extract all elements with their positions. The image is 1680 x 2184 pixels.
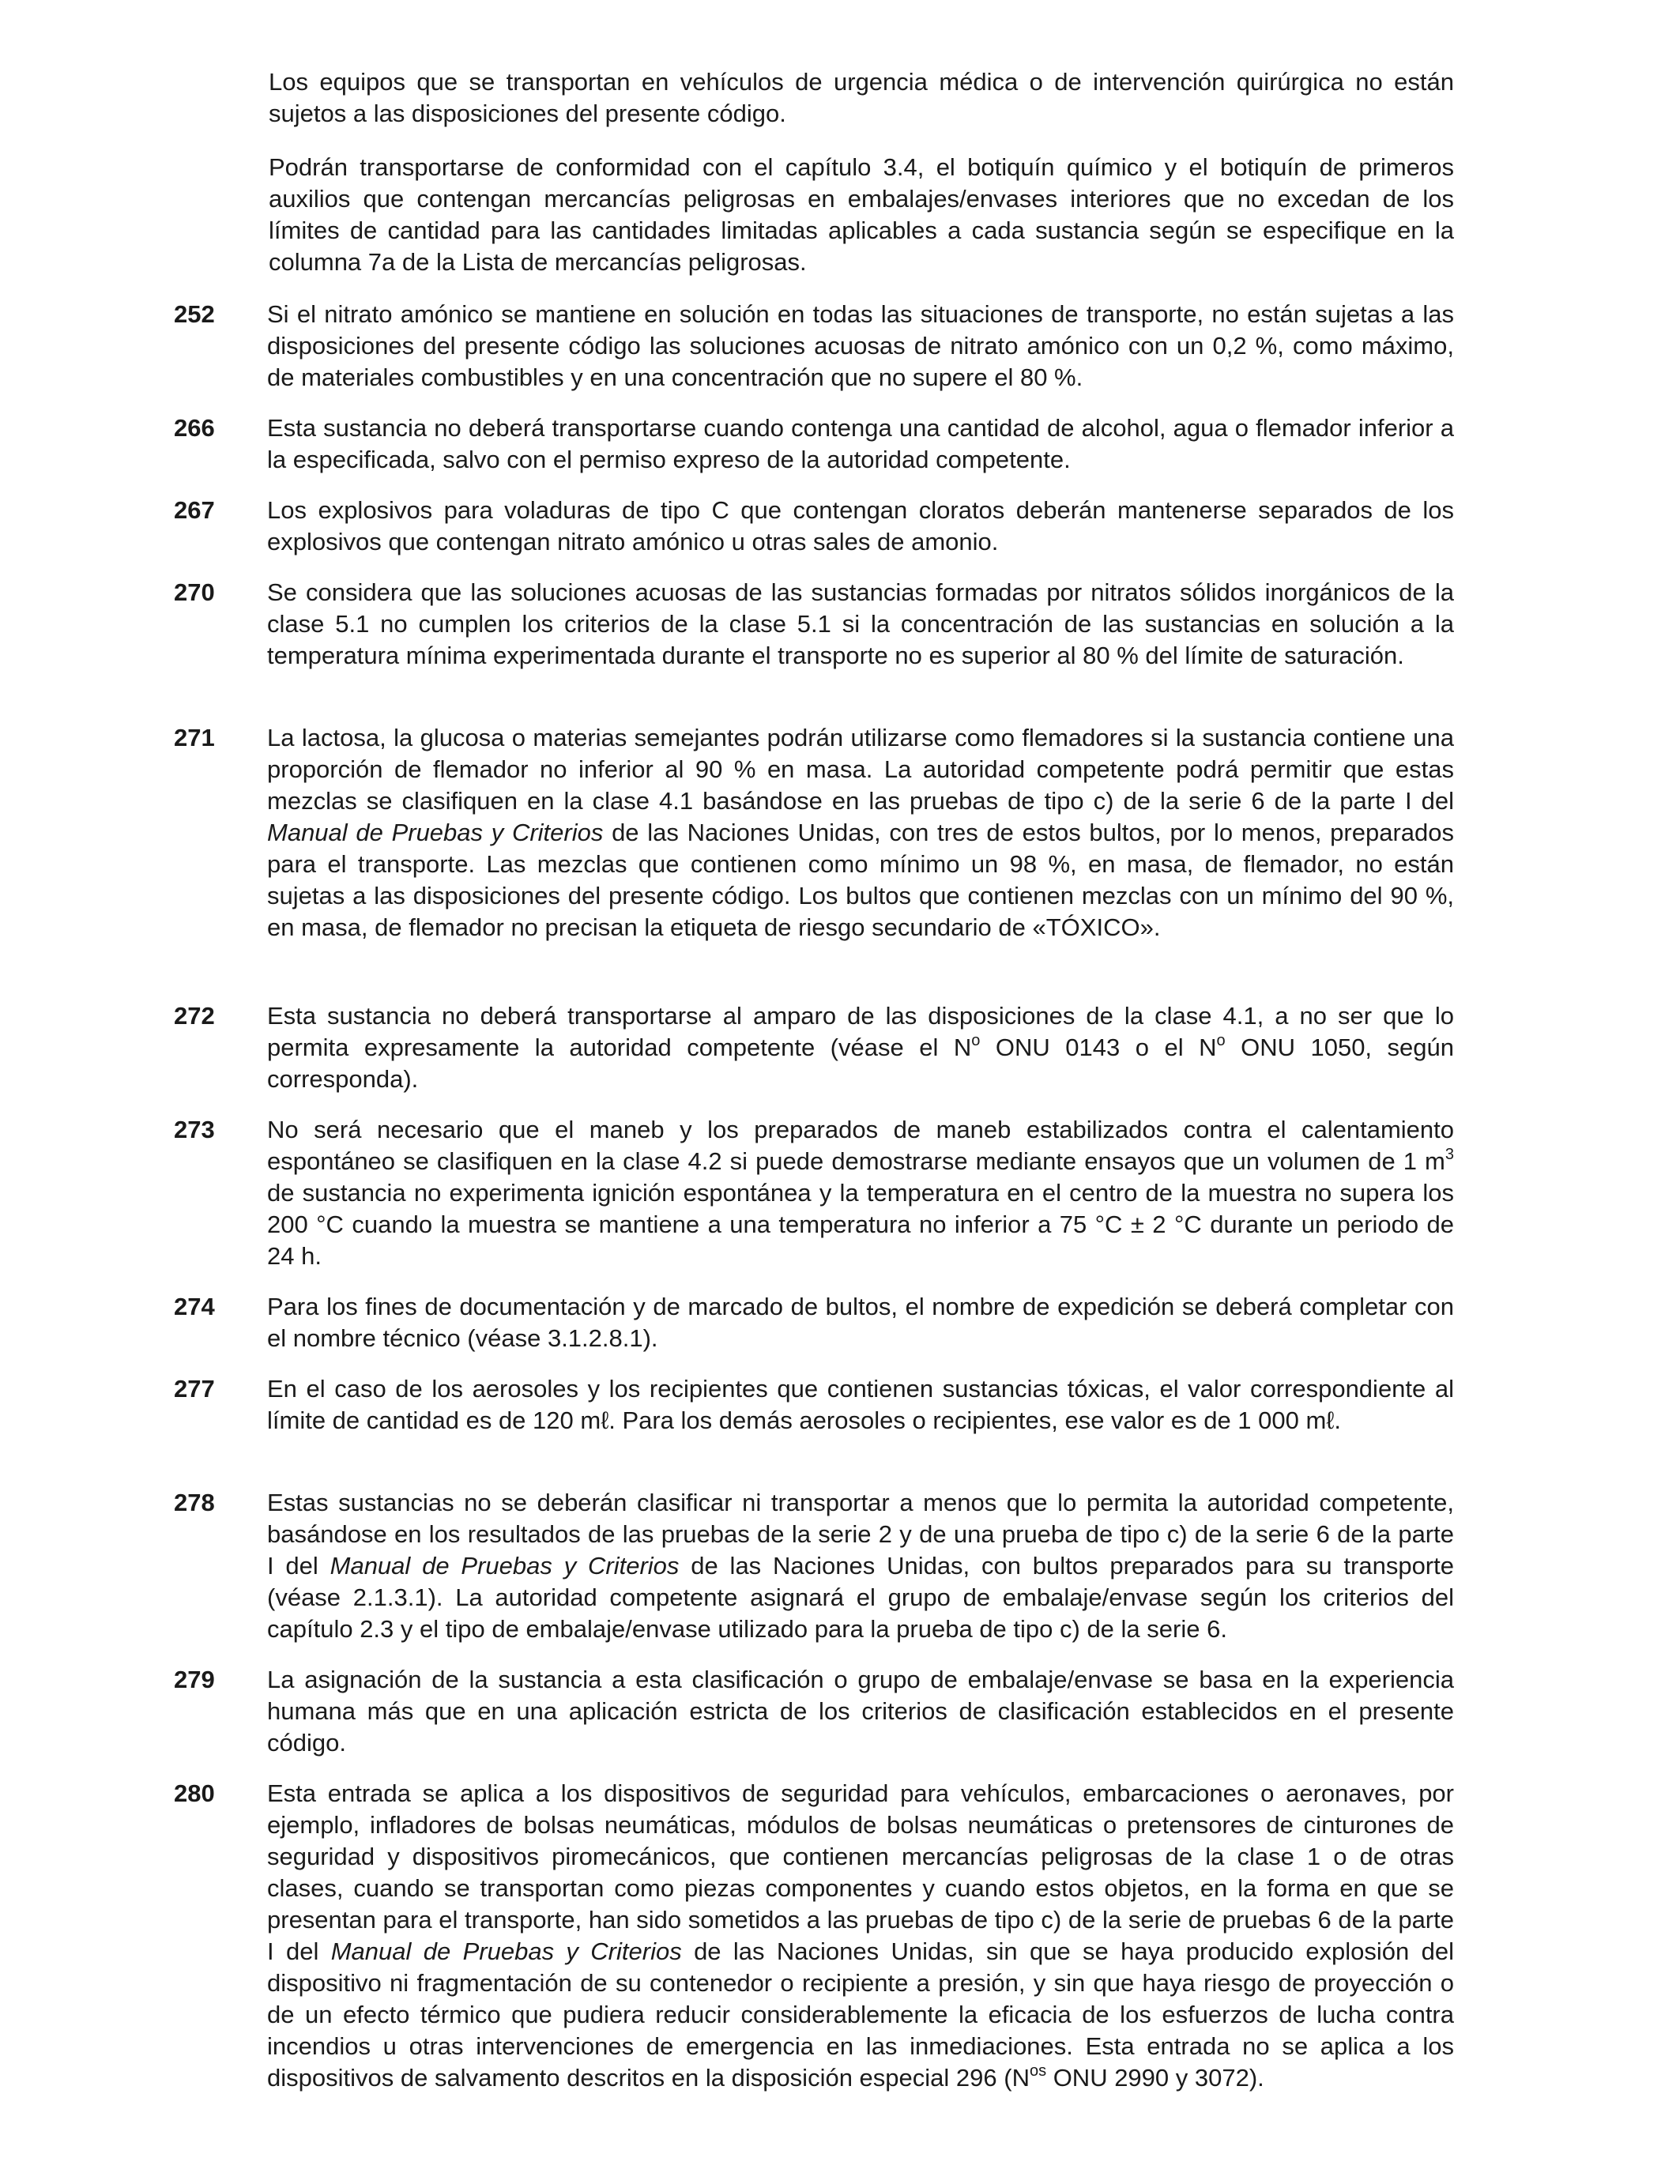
text-segment: Esta sustancia no deberá transportarse al amparo de las disposiciones de la clase 4.1, a no ser que lo permita expresamente la autoridad competente (véase el N	[267, 1002, 1454, 1061]
text-segment: de las Naciones Unidas, con tres de estos bultos, por lo menos, preparados para el transporte. Las mezclas que contienen como mínimo un 98 %, en masa, de flemador, no están sujetas a las disposiciones del presente código. Los bultos que contienen mezclas con un mínimo del 90 %, en masa, de flemador no precisan la etiqueta de riesgo secundario de «TÓXICO».	[267, 819, 1454, 941]
intro-paragraph-1: Los equipos que se transportan en vehículos de urgencia médica o de intervención quirúrgica no están sujetos a las disposiciones del presente código.	[269, 68, 1454, 127]
provision-text	[267, 1114, 1454, 1272]
text-segment: ONU 0143 o el N	[980, 1034, 1217, 1061]
text-segment: Estas sustancias no se deberán clasificar ni transportar a menos que lo permita la autoridad competente, basándose en los resultados de las pruebas de la serie 2 y de una prueba de tipo c) de la serie 6 de la parte I del	[267, 1489, 1454, 1580]
provision-text: Si el nitrato amónico se mantiene en solución en todas las situaciones de transporte, no están sujetas a las disposiciones del presente código las soluciones acuosas de nitrato amónico con un 0,2 %, como máximo, de materiales combustibles y en una concentración que no supere el 80 %.	[267, 300, 1454, 391]
text-segment: ONU 1050, según corresponda).	[267, 1034, 1455, 1093]
provision-text: Se considera que las soluciones acuosas de las sustancias formadas por nitratos sólidos inorgánicos de la clase 5.1 no cumplen los criterios de la clase 5.1 si la concentración de las sustancias en solución a la temperatura mínima experimentada durante el transporte no es superior al 80 % del límite de saturación.	[267, 578, 1454, 669]
superscript: o	[1216, 1031, 1226, 1049]
text-segment: ONU 2990 y 3072).	[1046, 2064, 1264, 2092]
provision-number: 270	[174, 578, 215, 606]
provision-text	[267, 1778, 1454, 2094]
provision-text: En el caso de los aerosoles y los recipientes que contienen sustancias tóxicas, el valor correspondiente al límite de cantidad es de 120 mℓ. Para los demás aerosoles o recipientes, ese valor es de 1 000 mℓ.	[267, 1375, 1454, 1434]
text-segment: de las Naciones Unidas, con bultos preparados para su transporte (véase 2.1.3.1). La autoridad competente asignará el grupo de embalaje/envase según los criterios del capítulo 2.3 y el tipo de embalaje/envase utilizado para la prueba de tipo c) de la serie 6.	[267, 1552, 1454, 1643]
provision-number: 273	[174, 1116, 215, 1143]
manual-title: Manual de Pruebas y Criterios	[267, 819, 604, 846]
provision-number: 274	[174, 1293, 215, 1320]
provision-number: 252	[174, 300, 215, 328]
provision-number: 266	[174, 414, 215, 442]
provision-text: Esta sustancia no deberá transportarse cuando contenga una cantidad de alcohol, agua o flemador inferior a la especificada, salvo con el permiso expreso de la autoridad competente.	[267, 414, 1454, 473]
manual-title: Manual de Pruebas y Criterios	[330, 1552, 680, 1580]
superscript: os	[1029, 2062, 1047, 2080]
provision-number: 272	[174, 1002, 215, 1030]
text-segment: de las Naciones Unidas, sin que se haya producido explosión del dispositivo ni fragmentación de su contenedor o recipiente a presión, y sin que haya riesgo de proyección o de un efecto térmico que pudiera reducir considerablemente la eficacia de los esfuerzos de lucha contra incendios u otras intervenciones de emergencia en las inmediaciones. Esta entrada no se aplica a los dispositivos de salvamento descritos en la disposición especial 296 (N	[267, 1937, 1454, 2092]
provision-text	[267, 722, 1454, 943]
provision-number: 278	[174, 1489, 215, 1516]
superscript: o	[971, 1031, 981, 1049]
manual-title: Manual de Pruebas y Criterios	[330, 1937, 682, 1965]
text-segment: de sustancia no experimenta ignición espontánea y la temperatura en el centro de la muestra no supera los 200 °C cuando la muestra se mantiene a una temperatura no inferior a 75 °C ± 2 °C durante un periodo de 24 h.	[267, 1179, 1454, 1270]
superscript: 3	[1445, 1145, 1454, 1163]
provision-text	[267, 1000, 1454, 1095]
provision-text	[267, 1487, 1454, 1645]
provision-number: 271	[174, 724, 215, 751]
text-segment: No será necesario que el maneb y los preparados de maneb estabilizados contra el calentamiento espontáneo se clasifiquen en la clase 4.2 si puede demostrarse mediante ensayos que un volumen de 1 m	[267, 1116, 1454, 1175]
provision-number: 280	[174, 1779, 215, 1807]
provision-text: Para los fines de documentación y de marcado de bultos, el nombre de expedición se deberá completar con el nombre técnico (véase 3.1.2.8.1).	[267, 1293, 1454, 1352]
provision-number: 267	[174, 496, 215, 524]
text-segment: La lactosa, la glucosa o materias semejantes podrán utilizarse como flemadores si la sustancia contiene una proporción de flemador no inferior al 90 % en masa. La autoridad competente podrá permitir que estas mezclas se clasifiquen en la clase 4.1 basándose en las pruebas de tipo c) de la serie 6 de la parte I del	[267, 724, 1454, 815]
provision-text: La asignación de la sustancia a esta clasificación o grupo de embalaje/envase se basa en la experiencia humana más que en una aplicación estricta de los criterios de clasificación establecidos en el presente código.	[267, 1666, 1454, 1757]
provision-number: 279	[174, 1666, 215, 1693]
provision-text: Los explosivos para voladuras de tipo C que contengan cloratos deberán mantenerse separados de los explosivos que contengan nitrato amónico u otras sales de amonio.	[267, 496, 1454, 555]
provision-number: 277	[174, 1375, 215, 1403]
text-segment: Esta entrada se aplica a los dispositivos de seguridad para vehículos, embarcaciones o aeronaves, por ejemplo, infladores de bolsas neumáticas, módulos de bolsas neumáticas o pretensores de cinturones de seguridad y dispositivos piromecánicos, que contienen mercancías peligrosas de la clase 1 o de otras clases, cuando se transportan como piezas componentes y cuando estos objetos, en la forma en que se presentan para el transporte, han sido sometidos a las pruebas de tipo c) de la serie de pruebas 6 de la parte I del	[267, 1779, 1454, 1965]
intro-paragraph-2: Podrán transportarse de conformidad con el capítulo 3.4, el botiquín químico y el botiquín de primeros auxilios que contengan mercancías peligrosas en embalajes/envases interiores que no excedan de los límites de cantidad para las cantidades limitadas aplicables a cada sustancia según se especifique en la columna 7a de la Lista de mercancías peligrosas.	[269, 153, 1454, 276]
